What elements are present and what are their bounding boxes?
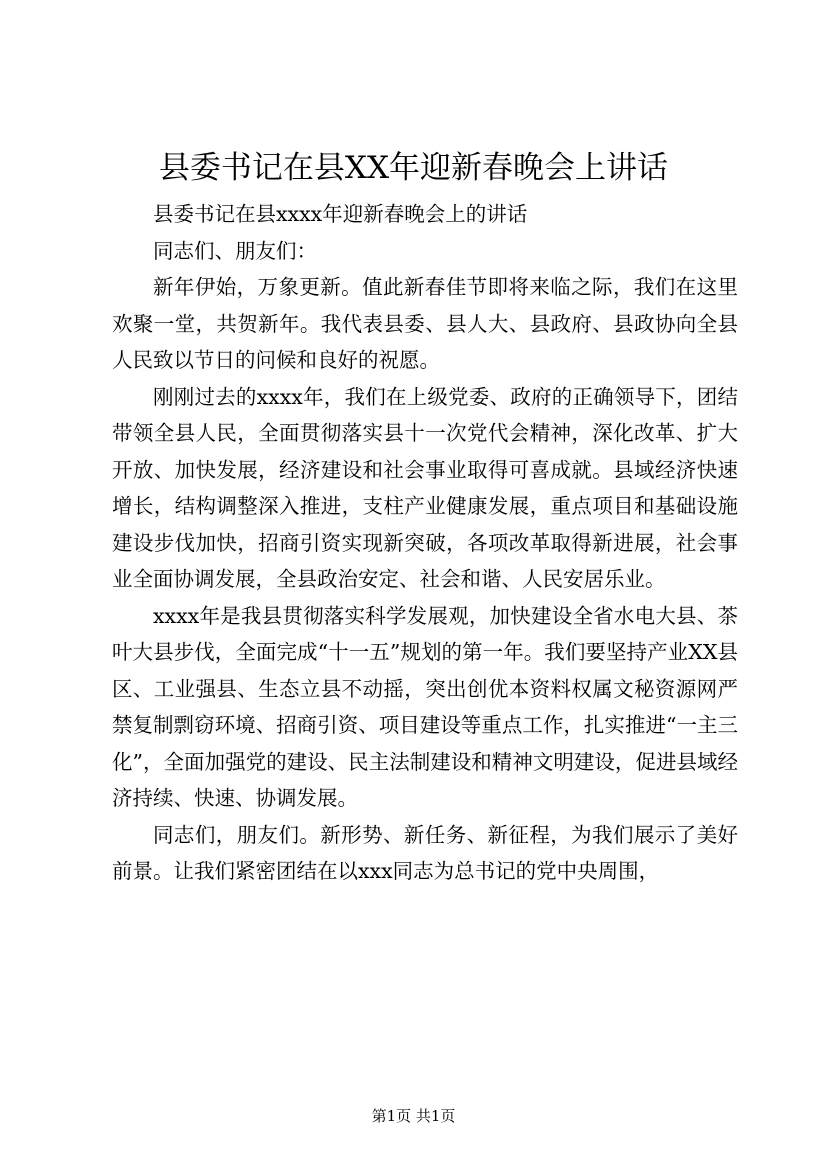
- greeting-line: 同志们、朋友们：: [153, 238, 317, 263]
- subtitle-line: 县委书记在县xxxx年迎新春晚会上的讲话: [153, 202, 528, 226]
- document-title: 县委书记在县XX年迎新春晚会上讲话: [158, 150, 669, 186]
- document-body: [112, 196, 738, 890]
- paragraph-4: 同志们，朋友们。新形势、新任务、新征程，为我们展示了美好前景。让我们紧密团结在以xxx同志为总书记的党中央周围，: [112, 822, 738, 883]
- paragraph-2: 刚刚过去的xxxx年，我们在上级党委、政府的正确领导下，团结带领全县人民，全面贯彻落实县十一次党代会精神，深化改革、扩大开放、加快发展，经济建设和社会事业取得可喜成就。县域经济快速增长，结构调整深入推进，支柱产业健康发展，重点项目和基础设施建设步伐加快，招商引资实现新突破，各项改革取得新进展，社会事业全面协调发展，全县政治安定、社会和谐、人民安居乐业。: [112, 384, 738, 591]
- paragraph-1: 新年伊始，万象更新。值此新春佳节即将来临之际，我们在这里欢聚一堂，共贺新年。我代表县委、县人大、县政府、县政协向全县人民致以节日的问候和良好的祝愿。: [112, 275, 738, 372]
- paragraph-3: xxxx年是我县贯彻落实科学发展观，加快建设全省水电大县、茶叶大县步伐，全面完成“十一五”规划的第一年。我们要坚持产业XX县区、工业强县、生态立县不动摇，突出创优本资料权属文秘资源网严禁复制剽窃环境、招商引资、项目建设等重点工作，扎实推进“一主三化”，全面加强党的建设、民主法制建设和精神文明建设，促进县域经济持续、快速、协调发展。: [112, 603, 738, 810]
- page-footer: 第1页 共1页: [371, 1107, 456, 1125]
